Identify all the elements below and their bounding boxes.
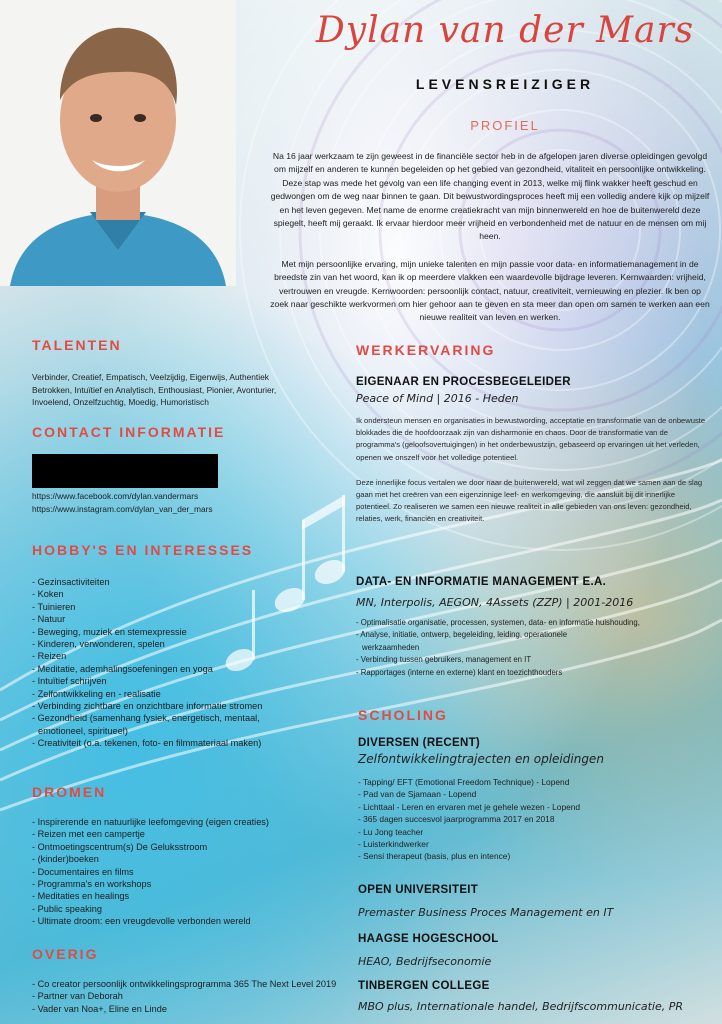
dreams-list: [32, 816, 292, 928]
job-data-management: [356, 576, 706, 679]
education-title: SCHOLING: [358, 707, 448, 723]
list-item: - 365 dagen succesvol jaarprogramma 2017 en 2018: [358, 814, 555, 825]
job-description: Deze innerlijke focus vertalen we door naar de buitenwereld, wat wil zeggen dat we samen aan de slag gaan met het creëren van een eigenzinnige leef- en werkomgeving, die aansluit bij dit innerlijke potentieel. Zo realiseren we samen een nieuwe realiteit in alle gebieden van ons leven: gezondheid, relaties, werk, financiën en creativiteit.: [356, 477, 703, 524]
list-item: - Documentaires en films: [32, 866, 134, 877]
list-item: - Verbinding zichtbare en onzichtbare informatie stromen: [32, 701, 263, 712]
education-section: [358, 707, 708, 863]
list-item: - Zelfontwikkeling en - realisatie: [32, 688, 161, 699]
list-item: - Pad van de Sjamaan - Lopend: [358, 789, 477, 800]
list-item: - Tuinieren: [32, 601, 76, 612]
list-item: - Ultimate droom: een vreugdevolle verbonden wereld: [32, 916, 251, 927]
person-name: Dylan van der Mars: [315, 10, 695, 51]
tagline: LEVENSREIZIGER: [415, 76, 595, 92]
job-description: Ik ondersteun mensen en organisaties in bewustwording, acceptatie en transformatie van de onbewuste blokkades die de hoofdoorzaak zijn van disharmonie en chaos. Door de transformatie van de programma's (geloofsovertuigingen) in het onderbewustzijn, gebaseerd op ervaringen uit het verleden, openen we onszelf voor het volledige potentieel.: [356, 416, 706, 462]
education-entry: [358, 980, 708, 1013]
redacted-block: [32, 454, 218, 488]
hobbies-title: HOBBY'S EN INTERESSES: [32, 542, 254, 558]
school-program: HEAO, Bedrijfseconomie: [358, 955, 492, 968]
school-name: DIVERSEN (RECENT): [358, 737, 481, 749]
list-item: - (kinder)boeken: [32, 854, 99, 865]
profile-paragraph: Met mijn persoonlijke ervaring, mijn unieke talenten en mijn passie voor data- en informatiemanagement in de breedste zin van het woord, kan ik op meerdere vlakken een waardevolle bijdrage leveren. Kernwaarden: vrijheid, vertrouwen en vreugde. Kernwoorden: persoonlijk contact, natuur, creativiteit, vernieuwing en plezier. Ik ben op zoek naar geschikte werkvormen om hier gehoor aan te geven en sta meer dan open om samen te werken aan een nieuwe realiteit van leven en werken.: [270, 258, 710, 323]
list-item: - Beweging, muziek en stemexpressie: [32, 626, 187, 637]
facebook-link[interactable]: https://www.facebook.com/dylan.vandermars: [32, 491, 199, 501]
hobbies-section: [32, 542, 292, 750]
list-item: - Partner van Deborah: [32, 991, 123, 1002]
list-item: - Tapping/ EFT (Emotional Freedom Technique) - Lopend: [358, 777, 570, 787]
list-item: - Natuur: [32, 614, 66, 625]
list-item: - Optimalisatie organisatie, processen, systemen, data- en informatie huishouding,: [356, 618, 640, 627]
courses-list: [358, 776, 708, 863]
instagram-link[interactable]: https://www.instagram.com/dylan_van_der_mars: [32, 503, 213, 514]
list-item: - Ontmoetingscentrum(s) De Geluksstroom: [32, 841, 208, 852]
list-item: - Co creator persoonlijk ontwikkelingsprogramma 365 The Next Level 2019: [32, 979, 337, 989]
other-title: OVERIG: [32, 946, 99, 962]
list-item: - Rapportages (interne en externe) klant en toezichthouders: [356, 667, 563, 677]
other-list: [32, 978, 352, 1015]
list-item: - Verbinding tussen gebruikers, management en IT: [356, 655, 532, 665]
education-entry: [358, 884, 708, 919]
job-role: EIGENAAR EN PROCESBEGELEIDER: [356, 376, 571, 388]
talents-text: Verbinder, Creatief, Empatisch, Veelzijdig, Eigenwijs, Authentiek Betrokken, Intuïtief en Analytisch, Enthousiast, Pionier, Avonturier, Invoelend, Onzelfzuchtig, Moedig, Humoristisch: [32, 372, 277, 408]
job-tasks-list: [356, 617, 706, 679]
profile-paragraph: Na 16 jaar werkzaam te zijn geweest in de financiële sector heb in de afgelopen jaren diverse opleidingen gevolgd om mijzelf en anderen te kunnen begeleiden op het gebied van gezondheid, vitaliteit en persoonlijke ontwikkeling. Deze stap was mede het gevolg van een life changing event in 2013, welke mij flink wakker heeft geschud en gedwongen om de weg naar binnen te gaan. Dit bewustwordingsproces heeft mij een volledig andere kijk op mijzelf en het leven gegeven. Met name de enorme creatiekracht van mijn binnenwereld en hoe de buitenwereld deze spiegelt, heeft mij geraakt. Ik ervaar hierdoor meer vrijheid en verbondenheid met de natuur en de mensen om mij heen.: [270, 151, 710, 242]
list-item: - Reizen: [32, 651, 67, 662]
contact-title: CONTACT INFORMATIE: [32, 424, 226, 440]
list-item: - Lu Jong teacher: [358, 826, 424, 837]
hobbies-list: [32, 576, 292, 750]
profile-text: [270, 150, 710, 325]
list-item: - Creativiteit (o.a. tekenen, foto- en filmmateriaal maken): [32, 738, 262, 749]
list-item: - Meditatie, ademhalingsoefeningen en yoga: [32, 663, 213, 674]
job-company: Peace of Mind | 2016 - Heden: [356, 392, 519, 405]
profile-photo: [0, 0, 236, 286]
talents-title: TALENTEN: [32, 337, 122, 353]
list-item: emotioneel, spiritueel): [38, 725, 128, 736]
list-item: werkzaamheden: [362, 642, 420, 652]
school-name: OPEN UNIVERSITEIT: [358, 884, 479, 896]
dreams-title: DROMEN: [32, 784, 107, 800]
job-role: DATA- EN INFORMATIE MANAGEMENT E.A.: [356, 576, 607, 588]
list-item: - Reizen met een campertje: [32, 829, 145, 840]
list-item: - Intuïtief schrijven: [32, 676, 107, 687]
list-item: - Gezondheid (samenhang fysiek, energetisch, mentaal,: [32, 713, 260, 724]
list-item: - Vader van Noa+, Eline en Linde: [32, 1003, 167, 1014]
list-item: - Sensi therapeut (basis, plus en intence): [358, 851, 511, 862]
school-program: Premaster Business Proces Management en IT: [358, 906, 614, 919]
portrait-image: [0, 0, 236, 286]
work-title: WERKERVARING: [356, 342, 496, 358]
talents-section: [32, 337, 292, 409]
contact-section: [32, 424, 292, 515]
list-item: - Meditaties en healings: [32, 891, 130, 902]
list-item: - Analyse, initiatie, ontwerp, begeleiding, leiding, operationele: [356, 630, 568, 640]
list-item: - Gezinsactiviteiten: [32, 577, 110, 587]
education-entry: [358, 933, 708, 968]
list-item: - Public speaking: [32, 903, 102, 914]
school-program: MBO plus, Internationale handel, Bedrijfscommunicatie, PR: [358, 1000, 684, 1013]
list-item: - Lichttaal - Leren en ervaren met je gehele wezen - Lopend: [358, 801, 581, 812]
school-program: Zelfontwikkelingtrajecten en opleidingen: [358, 752, 604, 766]
profile-title: PROFIEL: [470, 118, 540, 133]
school-name: HAAGSE HOGESCHOOL: [358, 933, 499, 945]
job-company: MN, Interpolis, AEGON, 4Assets (ZZP) | 2001-2016: [356, 596, 634, 609]
list-item: - Luisterkindwerker: [358, 839, 429, 850]
list-item: - Koken: [32, 589, 64, 600]
list-item: - Kinderen, verwonderen, spelen: [32, 639, 165, 650]
work-section: [356, 342, 706, 526]
dreams-section: [32, 784, 292, 928]
other-section: [32, 946, 352, 1015]
list-item: - Inspirerende en natuurlijke leefomgeving (eigen creaties): [32, 817, 269, 827]
list-item: - Programma's en workshops: [32, 879, 152, 890]
school-name: TINBERGEN COLLEGE: [358, 980, 490, 992]
